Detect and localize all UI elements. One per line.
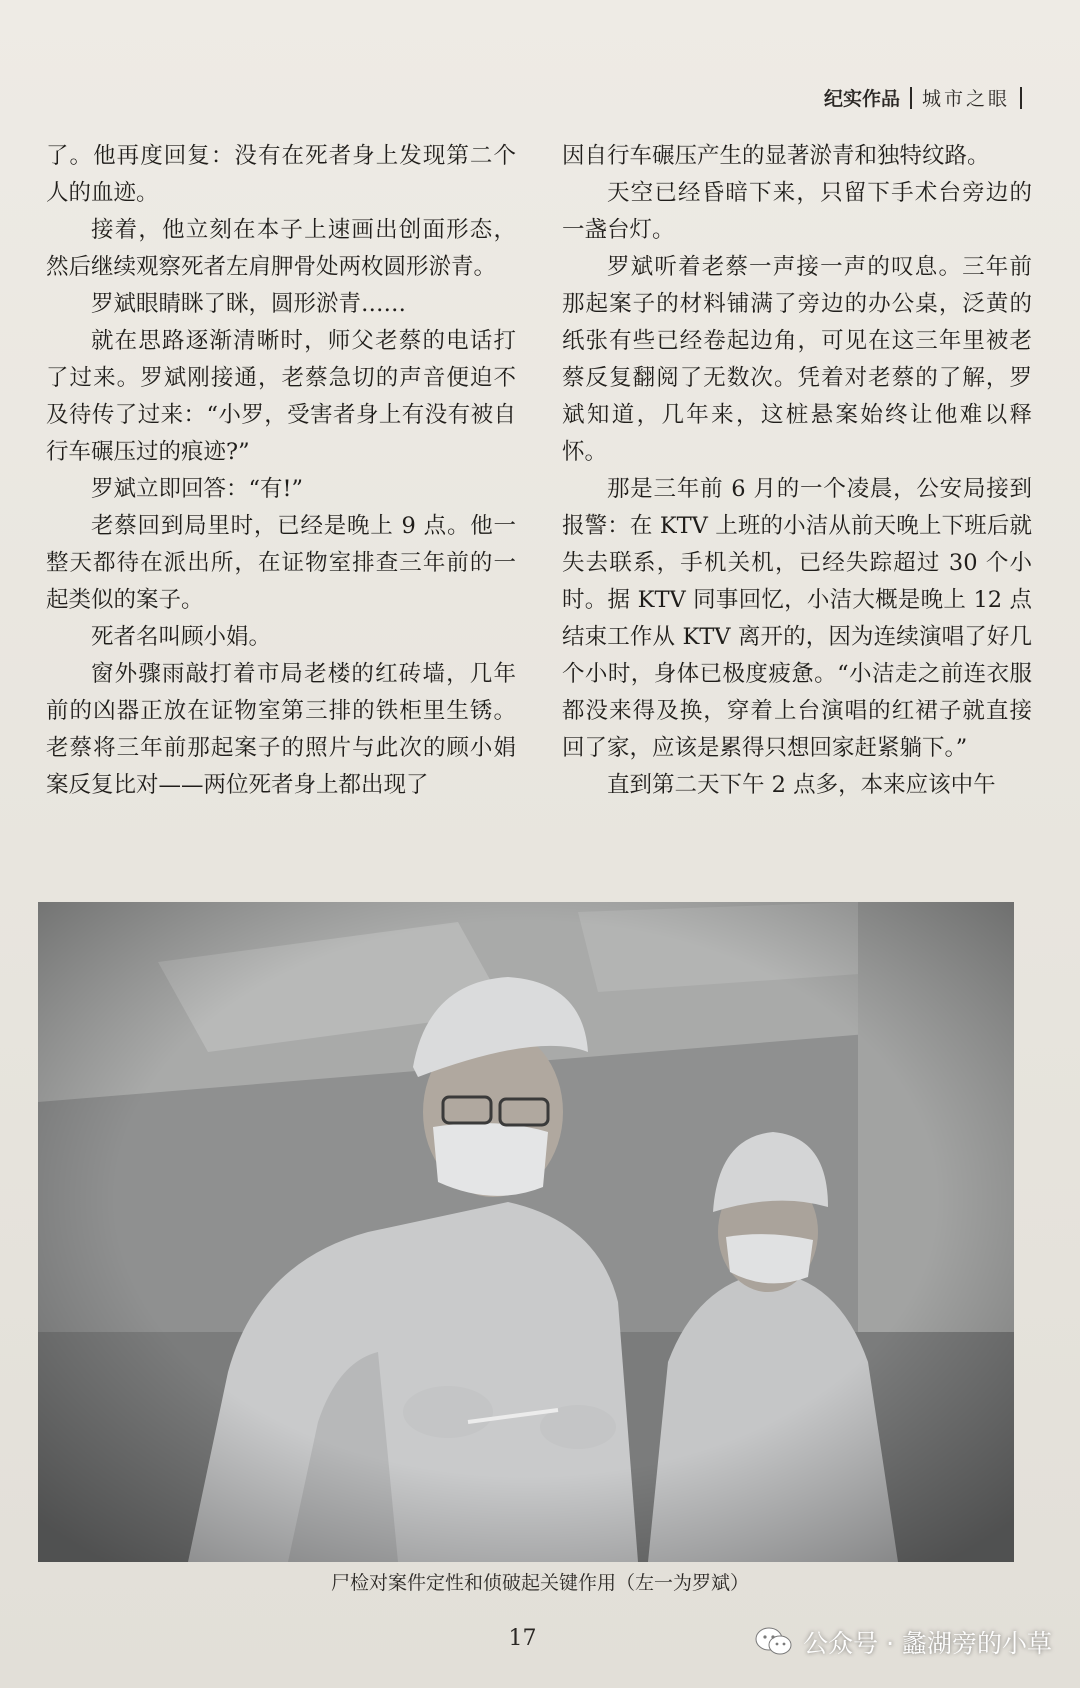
paragraph: 就在思路逐渐清晰时，师父老蔡的电话打了过来。罗斌刚接通，老蔡急切的声音便迫不及待传了过来：“小罗，受害者身上有没有被自行车碾压过的痕迹?”	[46, 328, 516, 465]
paragraph: 罗斌听着老蔡一声接一声的叹息。三年前那起案子的材料铺满了旁边的办公桌，泛黄的纸张有些已经卷起边角，可见在这三年里被老蔡反复翻阅了无数次。凭着对老蔡的了解，罗斌知道，几年来，这桩悬案始终让他难以释怀。	[562, 254, 1032, 465]
paragraph: 窗外骤雨敲打着市局老楼的红砖墙，几年前的凶器正放在证物室第三排的铁柜里生锈。老蔡将三年前那起案子的照片与此次的顾小娟案反复比对——两位死者身上都出现了	[46, 661, 516, 798]
paragraph: 那是三年前 6 月的一个凌晨，公安局接到报警：在 KTV 上班的小洁从前天晚上下班后就失去联系，手机关机，已经失踪超过 30 个小时。据 KTV 同事回忆，小洁大概是晚上 12 点结束工作从 KTV 离开的，因为连续演唱了好几个小时，身体已极度疲惫。“小洁走之前连衣服都没来得及换，穿着上台演唱的红裙子就直接回了家，应该是累得只想回家赶紧躺下。”	[562, 476, 1032, 761]
wechat-icon	[755, 1626, 793, 1658]
left-text-column	[46, 138, 516, 804]
paragraph: 罗斌眼睛眯了眯，圆形淤青……	[91, 291, 407, 317]
paragraph: 直到第二天下午 2 点多，本来应该中午	[607, 772, 996, 798]
watermark-text: 公众号 · 蠡湖旁的小草	[803, 1629, 1052, 1658]
header-column: 城市之眼	[921, 88, 1010, 110]
paragraph: 死者名叫顾小娟。	[91, 624, 272, 650]
paragraph: 了。他再度回复：没有在死者身上发现第二个人的血迹。	[46, 143, 516, 206]
paragraph: 罗斌立即回答：“有!”	[91, 476, 304, 502]
watermark	[755, 1624, 1052, 1660]
paragraph: 天空已经昏暗下来，只留下手术台旁边的一盏台灯。	[562, 180, 1032, 243]
page-number: 17	[508, 1626, 537, 1651]
paragraph: 接着，他立刻在本子上速画出创面形态，然后继续观察死者左肩胛骨处两枚圆形淤青。	[46, 217, 516, 280]
paragraph: 因自行车碾压产生的显著淤青和独特纹路。	[562, 143, 990, 169]
header-divider	[1020, 87, 1022, 109]
header-divider	[910, 87, 912, 109]
running-header	[824, 84, 1022, 111]
header-section: 纪实作品	[823, 88, 900, 110]
right-text-column	[562, 138, 1032, 804]
photo-caption: 尸检对案件定性和侦破起关键作用（左一为罗斌）	[330, 1572, 749, 1594]
paragraph: 老蔡回到局里时，已经是晚上 9 点。他一整天都待在派出所，在证物室排查三年前的一起类似的案子。	[46, 513, 516, 613]
autopsy-photo	[38, 902, 1014, 1562]
photo-illustration	[38, 902, 1014, 1562]
